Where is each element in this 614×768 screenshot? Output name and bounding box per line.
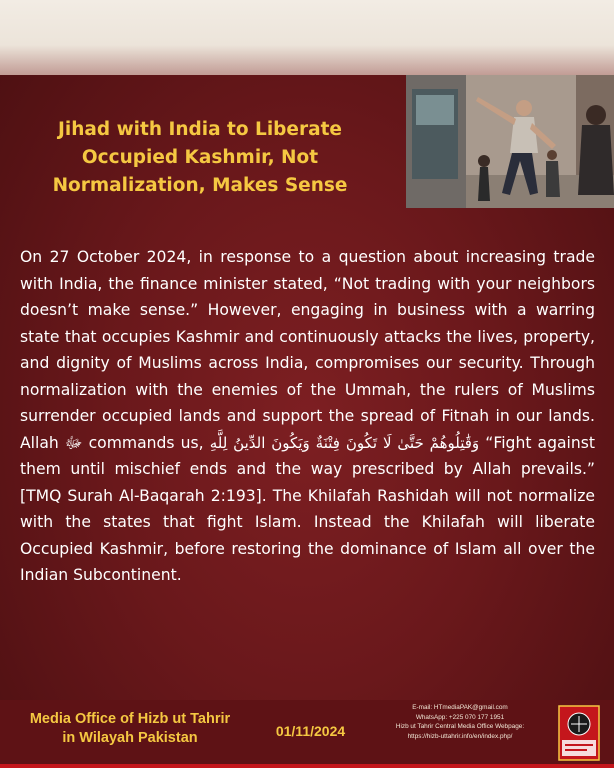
contact-whatsapp[interactable]: WhatsApp: +225 070 177 1951 bbox=[415, 713, 505, 721]
quran-verse-arabic: وَقَٰتِلُوهُمْ حَتَّىٰ لَا تَكُونَ فِتْنَةٌ وَيَكُونَ الدِّينُ لِلَّهِ bbox=[209, 433, 480, 452]
contact-webpage-label: Hizb ut Tahrir Central Media Office Webpage: bbox=[395, 723, 525, 730]
article-body bbox=[20, 244, 595, 589]
headline-line: Occupied Kashmir, Not bbox=[81, 147, 319, 168]
contact-info bbox=[375, 703, 545, 741]
contact-webpage-link[interactable]: https://hizb-uttahrir.info/en/index.php/ bbox=[407, 732, 513, 740]
contact-email[interactable]: E-mail: HTmediaPAK@gmail.com bbox=[412, 704, 508, 711]
media-office-logo bbox=[553, 702, 605, 764]
body-text-conclusion: “Fight against them until mischief ends and the way prescribed by Allah prevails.” [TMQ Surah Al-Baqarah 2:193]. The Khilafah Rashidah will not normalize with the states that fight Islam. Instead the Khilafah will liberate Occupied Kashmir, before restoring the dominance of Islam all over the Indian Subcontinent. bbox=[20, 433, 595, 584]
media-office-line: in Wilayah Pakistan bbox=[62, 730, 198, 746]
body-text-intro: On 27 October 2024, in response to a question about increasing trade with India, the finance minister stated, “Not trading with your neighbors doesn’t make sense.” However, engaging in business with a warring state that occupies Kashmir and continuously attacks the lives, property, and dignity of Muslims across India, compromises our security. Through normalization with the enemies of the Ummah, the rulers of Muslims surrender occupied lands and support the spread of Fitnah in our lands. Allah ﷻ commands us, bbox=[20, 248, 595, 452]
media-office-name bbox=[20, 710, 240, 748]
headline-line: Normalization, Makes Sense bbox=[52, 175, 348, 196]
headline-line: Jihad with India to Liberate bbox=[58, 119, 342, 140]
headline bbox=[20, 116, 380, 200]
protest-photo bbox=[406, 75, 614, 208]
release-date: 01/11/2024 bbox=[275, 723, 346, 739]
media-office-line: Media Office of Hizb ut Tahrir bbox=[29, 711, 231, 727]
header-band bbox=[0, 0, 614, 75]
